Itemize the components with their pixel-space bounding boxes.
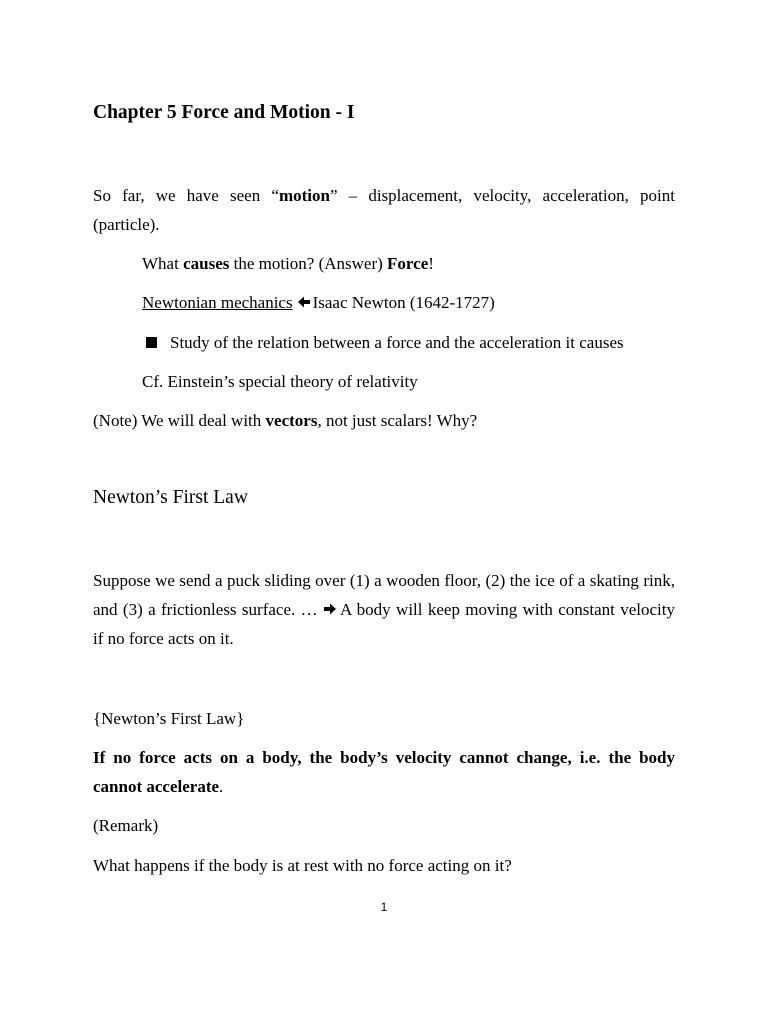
law-statement <box>93 743 675 801</box>
left-arrow-icon <box>297 295 311 309</box>
chapter-title: Chapter 5 Force and Motion - I <box>93 102 355 123</box>
puck-text-2: A body will keep moving with constant velocity if no force acts on it. <box>93 600 675 648</box>
newtonian-rest: Isaac Newton (1642-1727) <box>312 293 495 312</box>
right-arrow-icon <box>323 602 337 616</box>
question-line: What happens if the body is at rest with no force acting on it? <box>93 856 512 875</box>
law-statement-bold: If no force acts on a body, the body’s velocity cannot change, i.e. the body cannot accelerate <box>93 748 675 796</box>
law-statement-end: . <box>219 777 224 796</box>
einstein-line: Cf. Einstein’s special theory of relativity <box>142 372 418 391</box>
puck-text-1: Suppose we send a puck sliding over (1) a wooden floor, (2) the ice of a skating rink, and (3) a frictionless surface. … <box>93 571 675 619</box>
puck-paragraph <box>93 566 675 653</box>
causes-text-3: ! <box>428 254 434 273</box>
causes-question <box>142 249 434 278</box>
bullet-text: Study of the relation between a force and the acceleration it causes <box>170 333 624 352</box>
law-label: {Newton’s First Law} <box>93 709 245 728</box>
intro-paragraph <box>93 181 675 239</box>
newtonian-line <box>142 288 495 317</box>
square-bullet-icon <box>146 337 157 348</box>
causes-bold: causes <box>183 254 230 273</box>
causes-text-1: What <box>142 254 184 273</box>
force-bold: Force <box>387 254 429 273</box>
page-number: 1 <box>380 900 388 914</box>
intro-bold-motion: motion <box>278 186 330 205</box>
intro-text-1: So far, we have seen “ <box>93 186 279 205</box>
causes-text-2: the motion? (Answer) <box>229 254 388 273</box>
note-text-2: , not just scalars! Why? <box>317 411 478 430</box>
note-text-1: (Note) We will deal with <box>93 411 266 430</box>
newtonian-mechanics-underlined: Newtonian mechanics <box>142 293 293 312</box>
remark-line: (Remark) <box>93 816 159 835</box>
intro-text-2: ” – displacement, velocity, acceleration, point (particle). <box>93 186 675 234</box>
note-line <box>93 406 477 435</box>
note-bold-vectors: vectors <box>265 411 318 430</box>
section-heading: Newton’s First Law <box>93 487 248 508</box>
